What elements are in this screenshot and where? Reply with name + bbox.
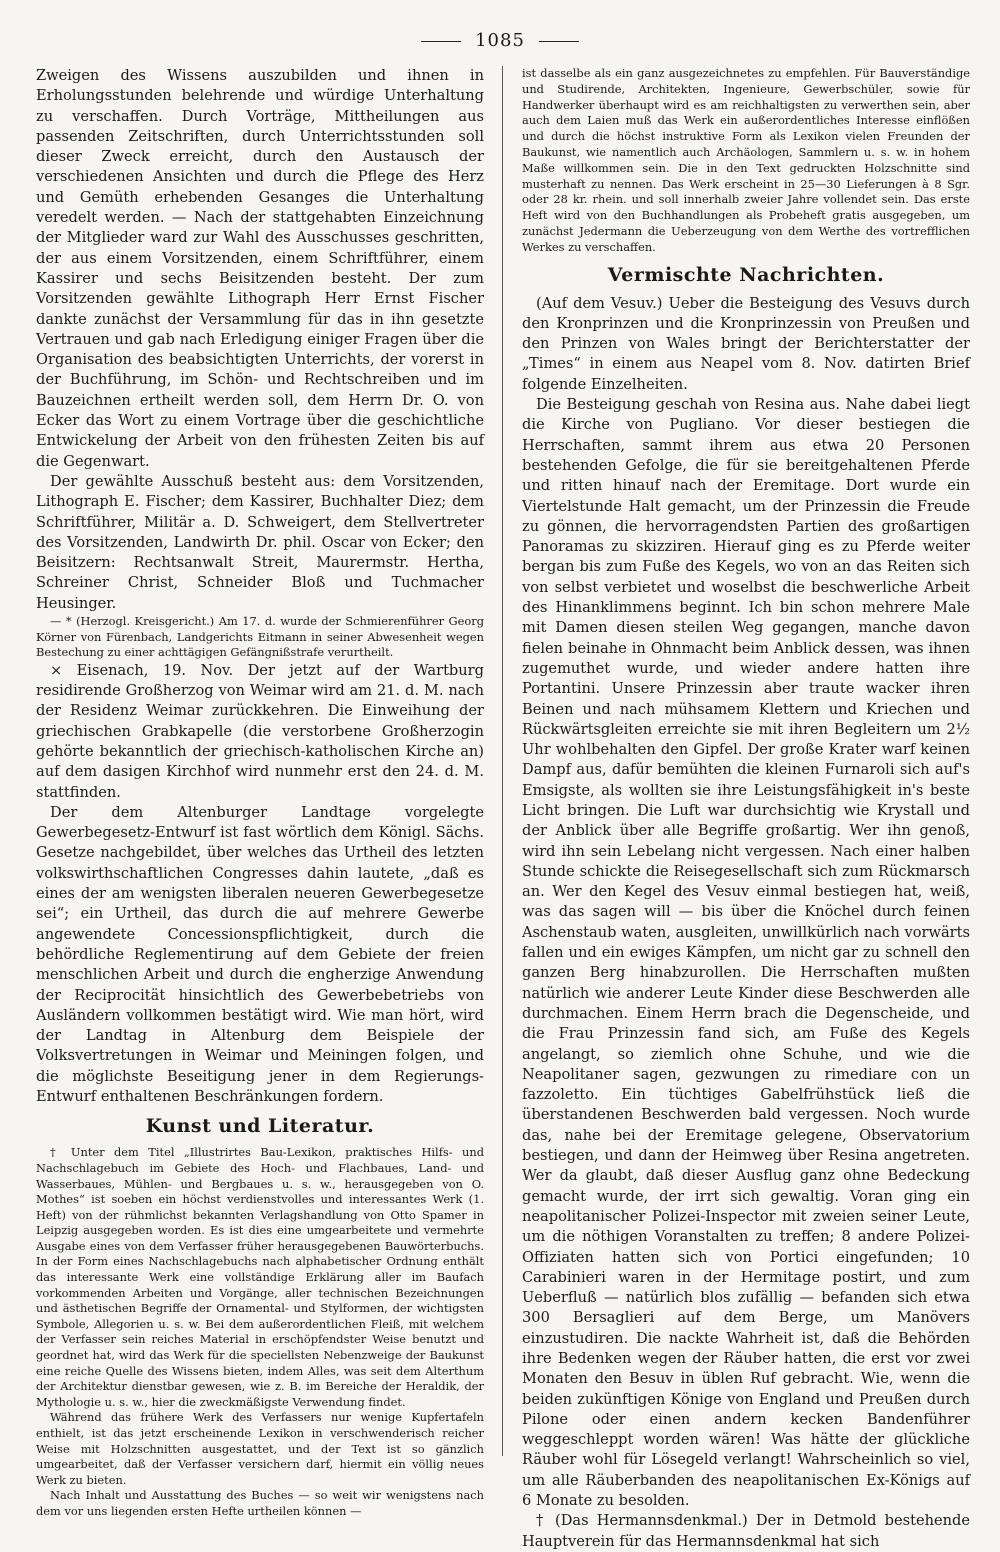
section-heading-kunst: Kunst und Literatur. bbox=[145, 1115, 375, 1138]
header-rule-right bbox=[539, 41, 579, 42]
altenburg-report: Der dem Altenburger Landtage vorgelegte Gewerbegesetz-Entwurf ist fast wörtlich dem Königl. Sächs. Gesetze nachgebildet, über welches das Urtheil des letzten volkswirthschaftlichen Congresses dahin lautete, „daß es eines der am wenigsten liberalen neueren Gewerbegesetze sei“; ein Urtheil, das durch die auf mehrere Gewerbe angewendete Concessionspflichtigkeit, durch die behördliche Reglementirung auf dem Gebiete der freien menschlichen Arbeit und durch die engherzige Anwendung der Reciprocität hinsichtlich des Gewerbebetriebs von Ausländern vollkommen bestätigt wird. Wie man hört, wird der Landtag in Altenburg dem Beispiele der Volksvertretungen in Weimar und Meiningen folgen, und die möglichste Beseitigung jener in dem Regierungs-Entwurf enthaltenen Beschränkungen fordern. bbox=[36, 803, 484, 1106]
page-number: 1085 bbox=[475, 30, 525, 51]
right-column bbox=[522, 66, 970, 1550]
header-rule-left bbox=[421, 41, 461, 42]
eisenach-report: ⨯ Eisenach, 19. Nov. Der jetzt auf der Wartburg residirende Großherzog von Weimar wird am 21. d. M. nach der Residenz Weimar zurückkehren. Die Einweihung der griechischen Grabkapelle (die verstorbene Großherzogin gehörte bekanntlich der griechisch-katholischen Kirche an) auf dem dasigen Kirchhof wird nunmehr erst den 24. d. M. stattfinden. bbox=[36, 661, 484, 801]
vesuv-report-intro: (Auf dem Vesuv.) Ueber die Besteigung des Vesuvs durch den Kronprinzen und die Kronprinzessin von Preußen und den Prinzen von Wales bringt der Berichterstatter der „Times“ in einem aus Neapel vom 8. Nov. datirten Brief folgende Einzelheiten. bbox=[522, 294, 970, 393]
court-notice: — * (Herzogl. Kreisgericht.) Am 17. d. wurde der Schmierenführer Georg Körner von Fürenbach, Landgerichts Eitmann in seiner Abwesenheit wegen Bestechung zu einer achttägigen Gefängnißstrafe verurtheilt. bbox=[36, 614, 484, 660]
vesuv-report-body: Die Besteigung geschah von Resina aus. Nahe dabei liegt die Kirche von Pugliano. Vor dieser bestiegen die Herrschaften, sammt ihrem aus etwa 20 Personen bestehenden Gefolge, die für sie bereitgehaltenen Pferde und ritten hinauf nach der Eremitage. Dort wurde ein Viertelstunde Halt gemacht, um der Prinzessin die Freude zu gönnen, die hervorragendsten Partien des großartigen Panoramas zu skizziren. Hierauf ging es zu Pferde weiter bergan bis zum Fuße des Kegels, wo von an das Reiten sich von selbst verbietet und woselbst die beschwerliche Arbeit des Hinanklimmens beginnt. Ich bin schon mehrere Male mit Damen diesen steilen Weg gegangen, manche davon fielen beinahe in Ohnmacht beim Anblick dessen, was ihnen zugemuthet wurde, und wieder andere hatten ihre Portantini. Unsere Prinzessin aber traute wacker ihren Beinen und nach mühsamem Klettern und Kriechen und Rückwärtsgleiten erreichte sie mit ihren Begleitern um 2½ Uhr wohlbehalten den Gipfel. Der große Krater warf keinen Dampf aus, dafür bemühten die kleinen Furnaroli sich auf's Emsigste, als wollten sie ihre Leistungsfähigkeit in's beste Licht bringen. Die Luft war durchsichtig wie Krystall und der Anblick über alle Begriffe großartig. Wer ihn genoß, wird ihn sein Lebelang nicht vergessen. Nach einer halben Stunde schickte die Reisegesellschaft sich zum Rückmarsch an. Wer den Kegel des Vesuv einmal bestiegen hat, weiß, was das sagen will — bis über die Knöchel durch feinen Aschenstaub waten, ausgleiten, unwillkürlich nach vorwärts fallen und ein ewiges Kämpfen, um nicht gar zu schnell den ganzen Berg hinabzurollen. Die Herrschaften mußten natürlich wie anderer Leute Kinder diese Beschwerden alle durchmachen. Einem Herrn brach die Degenscheide, und die Frau Prinzessin fand sich, am Fuße des Kegels angelangt, so ziemlich ohne Schuhe, und wie die Neapolitaner sagen, gezwungen zu rimediare con un fazzoletto. Ein tüchtiges Gabelfrühstück ließ die überstandenen Beschwerden bald vergessen. Noch wurde das, nahe bei der Eremitage gelegene, Observatorium bestiegen, und dann der Heimweg über Resina angetreten. Wer da glaubt, daß dieser Ausflug ganz ohne Bedeckung gemacht wurde, der irrt sich gewaltig. Voran ging ein neapolitanischer Polizei-Inspector mit zweien seiner Leute, um die nöthigen Voranstalten zu treffen; 8 andere Polizei-Offiziaten hatten sich von Portici eingefunden; 10 Carabinieri waren in der Hermitage postirt, und zum Ueberfluß — natürlich blos zufällig — befanden sich etwa 300 Bersaglieri auf dem Berge, um Manövers einzustudiren. Die nackte Wahrheit ist, daß die Behörden ihre Bedenken wegen der Räuber hatten, die erst vor zwei Monaten den Besuv in üblen Ruf gebracht. Wie, wenn die beiden zukünftigen Könige von England und Preußen durch Pilone oder einen andern kecken Bandenführer weggeschleppt worden wären! Was hätte der glückliche Räuber wohl für Lösegeld verlangt! Wahrscheinlich so viel, um alle Räuberbanden des neapolitanischen Ex-Königs auf 6 Monate zu besolden. bbox=[522, 396, 970, 1510]
book-review-text: Nach Inhalt und Ausstattung des Buches — so weit wir wenigstens nach dem vor uns liegenden ersten Hefte urtheilen können — bbox=[36, 1488, 484, 1518]
column-divider bbox=[502, 66, 503, 1456]
book-review-text: ist dasselbe als ein ganz ausgezeichnetes zu empfehlen. Für Bauverständige und Studirende, Architekten, Ingenieure, Gewerbschüler, sowie für Handwerker überhaupt wird es am reichhaltigsten zu verwerthen sein, aber auch dem Laien muß das Werk ein außerordentliches Interesse einflößen und durch die höchst instruktive Form als Lexikon vielen Freunden der Baukunst, wie namentlich auch Archäologen, Sammlern u. s. w. in hohem Maße willkommen sein. Die in den Text gedruckten Holzschnitte sind musterhaft zu nennen. Das Werk erscheint in 25—30 Lieferungen à 8 Sgr. oder 28 kr. rhein. und soll innerhalb zweier Jahre vollendet sein. Das erste Heft wird von den Buchhandlungen als Probeheft gratis ausgegeben, um zunächst Jedermann die Ueberzeugung von dem Werthe des vortrefflichen Werkes zu verschaffen. bbox=[522, 66, 970, 254]
article-text: Der gewählte Ausschuß besteht aus: dem Vorsitzenden, Lithograph E. Fischer; dem Kassirer, Buchhalter Diez; dem Schriftführer, Militär a. D. Schweigert, dem Stellvertreter des Vorsitzenden, Landwirth Dr. phil. Oscar von Ecker; den Beisitzern: Rechtsanwalt Streit, Maurermstr. Hertha, Schreiner Christ, Schneider Bloß und Tuchmacher Heusinger. bbox=[36, 472, 484, 612]
page-number-header bbox=[0, 30, 1000, 51]
section-heading-vermischte: Vermischte Nachrichten. bbox=[607, 263, 885, 286]
book-review-text: † Unter dem Titel „Illustrirtes Bau-Lexikon, praktisches Hilfs- und Nachschlagebuch im Gebiete des Hoch- und Flachbaues, Land- und Wasserbaues, Mühlen- und Bergbaues u. s. w., herausgegeben von O. Mothes“ ist soeben ein höchst verdienstvolles und interessantes Werk (1. Heft) von der rühmlichst bekannten Verlagshandlung von Otto Spamer in Leipzig ausgegeben worden. Es ist dies eine umgearbeitete und vermehrte Ausgabe eines von dem Verfasser früher herausgegebenen Bauwörterbuchs. In der Form eines Nachschlagebuchs nach alphabetischer Ordnung enthält das interessante Werk eine vollständige Erklärung aller im Baufach vorkommenden Arbeiten und Vorgänge, aller technischen Bezeichnungen und ästhetischen Begriffe der Ornamental- und Stylformen, der wichtigsten Symbole, Allegorien u. s. w. Bei dem außerordentlichen Fleiß, mit welchem der Verfasser sein reiches Material in erschöpfendster Weise benutzt und geordnet hat, wird das Werk für die speciellsten Nebenzweige der Baukunst eine reiche Quelle des Wissens bieten, indem Alles, was seit dem Alterthum der Architektur dienstbar gewesen, wie z. B. im Bereiche der Heraldik, der Mythologie u. s. w., hier die zweckmäßigste Verwendung findet. bbox=[36, 1145, 484, 1409]
article-text: Zweigen des Wissens auszubilden und ihnen in Erholungsstunden belehrende und würdige Unterhaltung zu verschaffen. Durch Vorträge, Mittheilungen aus passenden Zeitschriften, durch Unterrichtsstunden soll dieser Zweck erreicht, durch den Austausch der verschiedenen Ansichten und durch die Pflege des Herz und Gemüth erhebenden Gesanges die Unterhaltung veredelt werden. — Nach der stattgehabten Einzeichnung der Mitglieder ward zur Wahl des Ausschusses geschritten, der aus einem Vorsitzenden, einem Schriftführer, einem Kassirer und sechs Beisitzenden besteht. Der zum Vorsitzenden gewählte Lithograph Herr Ernst Fischer dankte zunächst der Versammlung für das in ihn gesetzte Vertrauen und gab nach Erledigung einiger Fragen über die Organisation des beabsichtigten Unterrichts, der vorerst in der Buchführung, im Schön- und Rechtschreiben und im Bauzeichnen ertheilt werden soll, dem Herrn Dr. O. von Ecker das Wort zu einem Vortrage über die geschichtliche Entwickelung der Arbeit von den frühesten Zeiten bis auf die Gegenwart. bbox=[36, 67, 484, 470]
left-column bbox=[36, 66, 484, 1518]
hermannsdenkmal-report: † (Das Hermannsdenkmal.) Der in Detmold bestehende Hauptverein für das Hermannsdenkmal hat sich bbox=[522, 1512, 970, 1550]
book-review-text: Während das frühere Werk des Verfassers nur wenige Kupfertafeln enthielt, ist das jetzt erscheinende Lexikon in verschwenderisch reicher Weise mit Holzschnitten ausgestattet, und der Text ist so gänzlich umgearbeitet, daß der Verfasser versichern darf, hiermit ein völlig neues Werk zu bieten. bbox=[36, 1410, 484, 1487]
